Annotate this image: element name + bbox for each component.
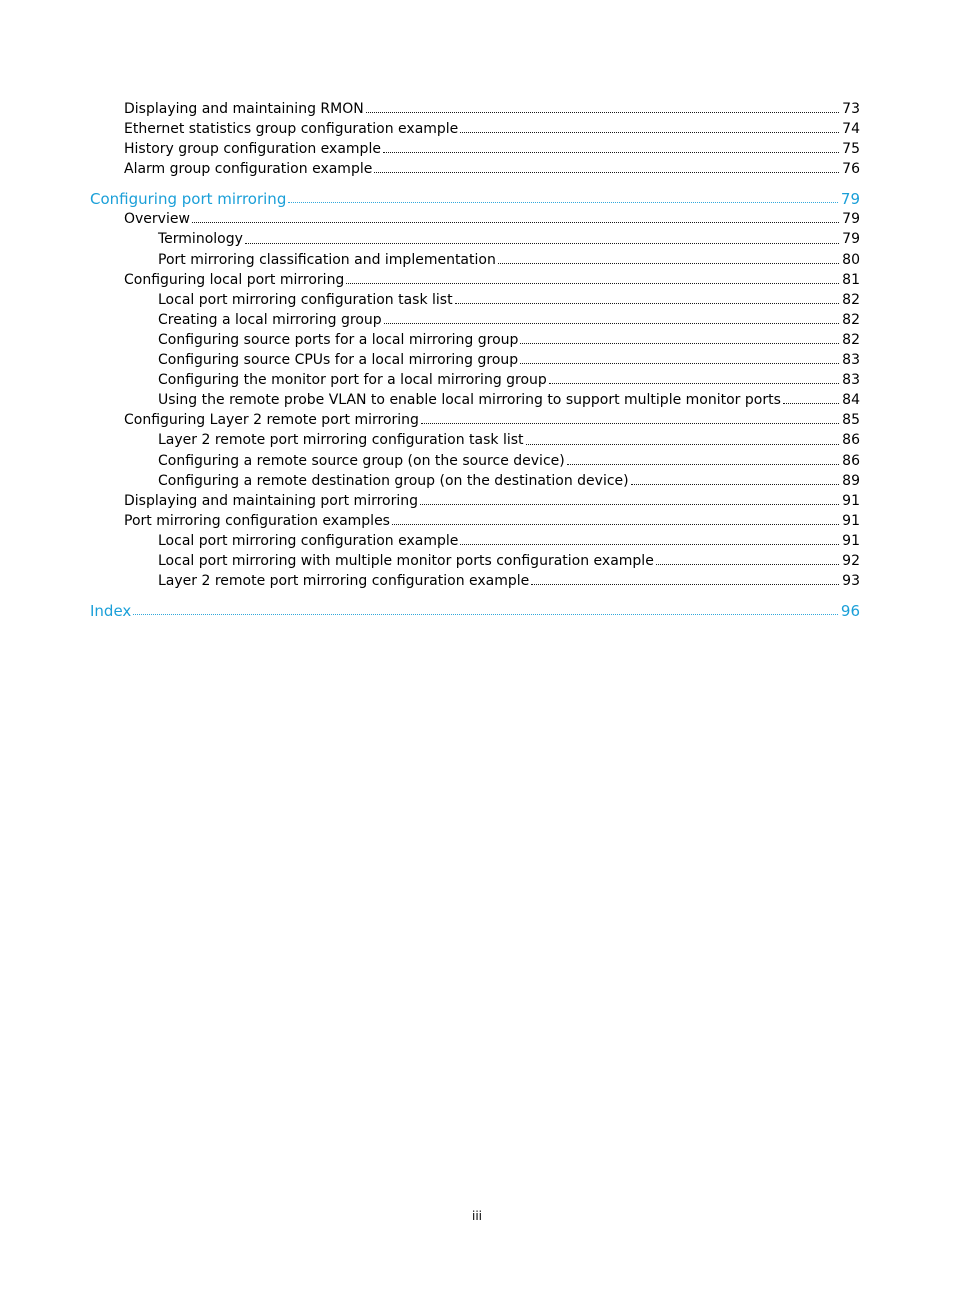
toc-entry-title: Index — [90, 602, 132, 621]
toc-entry[interactable] — [0, 99, 860, 119]
toc-entry-page: 74 — [842, 121, 860, 138]
toc-entry[interactable] — [0, 531, 860, 551]
toc-entry-title: Configuring Layer 2 remote port mirroring — [124, 412, 419, 429]
toc-entry-title: History group configuration example — [124, 141, 381, 158]
toc-entry-title: Overview — [124, 211, 190, 228]
toc-entry-title: Using the remote probe VLAN to enable local mirroring to support multiple monitor ports — [158, 392, 781, 409]
toc-entry[interactable] — [0, 571, 860, 591]
toc-entry[interactable] — [0, 410, 860, 430]
toc-entry-title: Ethernet statistics group configuration example — [124, 121, 459, 138]
toc-entry-title: Configuring port mirroring — [90, 190, 287, 209]
toc-chapter-entry[interactable] — [0, 189, 860, 209]
toc-entry[interactable] — [0, 551, 860, 571]
toc-entry[interactable] — [0, 290, 860, 310]
toc-entry-page: 82 — [842, 311, 860, 328]
toc-entry-page: 73 — [842, 101, 860, 117]
toc-entry-page: 96 — [840, 602, 860, 621]
toc-entry-page: 82 — [842, 331, 860, 348]
toc-entry-title: Layer 2 remote port mirroring configuration task list — [158, 432, 524, 449]
dot-leader — [460, 544, 839, 545]
toc-entry-title: Displaying and maintaining port mirroring — [124, 492, 419, 509]
toc-entry-page: 79 — [842, 231, 860, 248]
toc-entry[interactable] — [0, 310, 860, 330]
toc-entry-title: Creating a local mirroring group — [158, 311, 382, 328]
toc-entry-page: 75 — [842, 141, 860, 158]
toc-entry[interactable] — [0, 209, 860, 229]
toc-entry[interactable] — [0, 270, 860, 290]
dot-leader — [549, 383, 839, 384]
dot-leader — [460, 132, 839, 133]
toc-entry-title: Terminology — [158, 231, 243, 248]
toc-entry-page: 83 — [842, 372, 860, 389]
toc-entry-title: Configuring a remote source group (on the source device) — [158, 452, 565, 469]
toc-entry[interactable] — [0, 430, 860, 450]
page-number: iii — [471, 1209, 482, 1223]
toc-entry[interactable] — [0, 229, 860, 249]
dot-leader — [392, 524, 839, 525]
dot-leader — [498, 263, 839, 264]
dot-leader — [526, 444, 840, 445]
dot-leader — [656, 564, 839, 565]
dot-leader — [455, 303, 840, 304]
dot-leader — [133, 614, 838, 615]
toc-entry-page: 83 — [842, 352, 860, 369]
dot-leader — [420, 504, 839, 505]
toc-entry[interactable] — [0, 159, 860, 179]
dot-leader — [383, 152, 839, 153]
toc-entry-page: 79 — [840, 190, 860, 209]
toc-entry[interactable] — [0, 451, 860, 471]
toc-entry-title: Configuring local port mirroring — [124, 271, 345, 288]
toc-entry-title: Configuring source ports for a local mirroring group — [158, 331, 519, 348]
toc-entry[interactable] — [0, 511, 860, 531]
toc-entry-title: Local port mirroring with multiple monitor ports configuration example — [158, 552, 654, 569]
dot-leader — [783, 403, 839, 404]
toc-entry-page: 91 — [842, 532, 860, 549]
toc-entry-title: Layer 2 remote port mirroring configuration example — [158, 573, 530, 590]
toc-entry-page: 82 — [842, 291, 860, 308]
toc-entry-title: Displaying and maintaining RMON — [124, 101, 364, 117]
dot-leader — [366, 112, 839, 113]
toc-entry-page: 79 — [842, 211, 860, 228]
dot-leader — [374, 172, 839, 173]
toc-entry[interactable] — [0, 139, 860, 159]
dot-leader — [520, 363, 839, 364]
toc-entry-page: 92 — [842, 552, 860, 569]
toc-entry-page: 93 — [842, 573, 860, 590]
toc-entry-title: Configuring a remote destination group (on the destination device) — [158, 472, 629, 489]
dot-leader — [346, 283, 839, 284]
dot-leader — [384, 323, 840, 324]
toc-entry[interactable] — [0, 119, 860, 139]
dot-leader — [245, 243, 839, 244]
dot-leader — [567, 464, 839, 465]
toc-entry-page: 85 — [842, 412, 860, 429]
dot-leader — [421, 423, 839, 424]
toc-entry-title: Local port mirroring configuration task list — [158, 291, 453, 308]
dot-leader — [288, 202, 838, 203]
toc-entry[interactable] — [0, 350, 860, 370]
toc-entry[interactable] — [0, 250, 860, 270]
toc-entry[interactable] — [0, 491, 860, 511]
dot-leader — [531, 584, 839, 585]
toc-entry[interactable] — [0, 330, 860, 350]
toc-entry-page: 81 — [842, 271, 860, 288]
toc-entry-page: 91 — [842, 512, 860, 529]
toc-entry[interactable] — [0, 370, 860, 390]
toc-entry-title: Configuring source CPUs for a local mirroring group — [158, 352, 519, 369]
toc-entry-page: 86 — [842, 432, 860, 449]
dot-leader — [631, 484, 840, 485]
dot-leader — [520, 343, 839, 344]
toc-entry[interactable] — [0, 390, 860, 410]
toc-entry-page: 89 — [842, 472, 860, 489]
toc-entry-page: 80 — [842, 251, 860, 268]
toc-entry-page: 76 — [842, 161, 860, 178]
toc-entry-page: 91 — [842, 492, 860, 509]
toc-entry-page: 84 — [842, 392, 860, 409]
toc-entry-page: 86 — [842, 452, 860, 469]
toc-entry-title: Alarm group configuration example — [124, 161, 373, 178]
toc-entry[interactable] — [0, 471, 860, 491]
toc-entry-title: Configuring the monitor port for a local mirroring group — [158, 372, 547, 389]
toc-entry-title: Port mirroring configuration examples — [124, 512, 390, 529]
toc-entry-title: Port mirroring classification and implementation — [158, 251, 496, 268]
toc-entry-title: Local port mirroring configuration example — [158, 532, 459, 549]
toc-chapter-entry[interactable] — [0, 601, 860, 621]
table-of-contents — [0, 99, 954, 621]
dot-leader — [192, 222, 839, 223]
